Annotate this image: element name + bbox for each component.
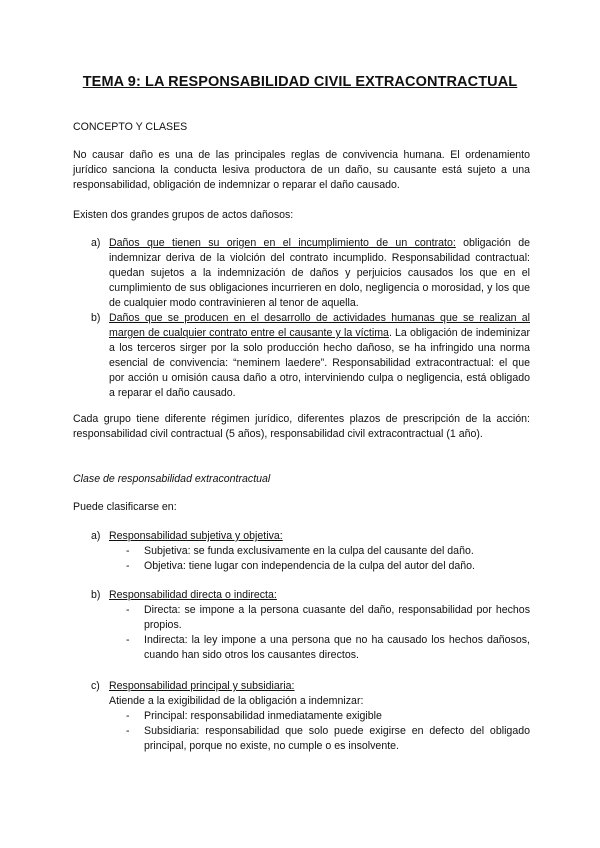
list-item: - Objetiva: tiene lugar con independencia de la culpa del autor del daño.	[126, 560, 475, 572]
class-b-label: Responsabilidad directa o indirecta:	[109, 589, 277, 601]
list-item: - Subsidiaria: responsabilidad que solo puede exigirse en defecto del obligado principal, porque no existe, no cumple o es insolvente.	[126, 725, 530, 752]
page-title: TEMA 9: LA RESPONSABILIDAD CIVIL EXTRACONTRACTUAL	[82, 74, 518, 90]
class-b-marker: b)	[91, 589, 101, 601]
groups-intro: Existen dos grandes grupos de actos dañosos:	[73, 209, 294, 221]
list-item: - Directa: se impone a la persona cuasante del daño, responsabilidad por hechos propios.	[126, 604, 530, 631]
dash-bullet: -	[126, 710, 130, 722]
group-b-item	[109, 311, 530, 401]
class-a-marker: a)	[91, 530, 101, 542]
dash-bullet: -	[126, 560, 130, 572]
list-item: - Indirecta: la ley impone a una persona que no ha causado los hechos dañosos, cuando han sido otros los causantes directos.	[126, 634, 530, 661]
regimen-paragraph: Cada grupo tiene diferente régimen jurídico, diferentes plazos de prescripción de la acción: responsabilidad civil contractual (5 años), responsabilidad civil extracontractual (1 año).	[73, 413, 530, 440]
group-b-heading: Daños que se producen en el desarrollo de actividades humanas que se realizan al margen de cualquier contrato entre el causante y la víctima	[109, 312, 530, 339]
group-a-marker: a)	[91, 237, 101, 249]
classify-intro: Puede clasificarse en:	[73, 501, 177, 513]
dash-bullet: -	[126, 725, 130, 737]
group-a-text: obligación de indemnizar deriva de la violción del contrato incumplido. Responsabilidad contractual: quedan sujetos a la indemnización de daños y perjuicios causados los que en el cumplimiento de sus obligaciones incurrieren en dolo, negligencia o morosidad, y los que de cualquier modo contravinieren al tenor de aquella.	[109, 237, 530, 309]
section-heading-clase: Clase de responsabilidad extracontractual	[73, 473, 271, 485]
dash-bullet: -	[126, 545, 130, 557]
class-a-label: Responsabilidad subjetiva y objetiva:	[109, 530, 283, 542]
list-item: - Subjetiva: se funda exclusivamente en la culpa del causante del daño.	[126, 545, 474, 557]
dash-bullet: -	[126, 604, 130, 616]
group-a-item	[109, 236, 530, 311]
list-item: - Principal: responsabilidad inmediatamente exigible	[126, 710, 382, 722]
class-c-intro: Atiende a la exigibilidad de la obligación a indemnizar:	[109, 695, 364, 707]
group-b-text: . La obligación de indeminizar a los terceros sirger por la solo producción hecho dañoso, se ha infringido una norma esencial de convivencia: “neminem laedere”. Responsabilidad extracontractual: el que por acción u omisión causa daño a otro, interviniendo culpa o negligencia, está obligado a reparar el daño causado.	[109, 327, 530, 399]
class-c-label: Responsabilidad principal y subsidiaria:	[109, 680, 295, 692]
intro-paragraph: No causar daño es una de las principales reglas de convivencia humana. El ordenamiento jurídico sanciona la conducta lesiva productora de un daño, su causante está sujeto a una responsabilidad, obligación de indemnizar o reparar el daño causado.	[73, 149, 530, 191]
group-a-heading: Daños que tienen su origen en el incumplimiento de un contrato:	[109, 237, 456, 249]
class-c-marker: c)	[91, 680, 100, 692]
group-b-marker: b)	[91, 312, 101, 324]
section-heading-concepto: CONCEPTO Y CLASES	[73, 121, 188, 133]
dash-bullet: -	[126, 634, 130, 646]
